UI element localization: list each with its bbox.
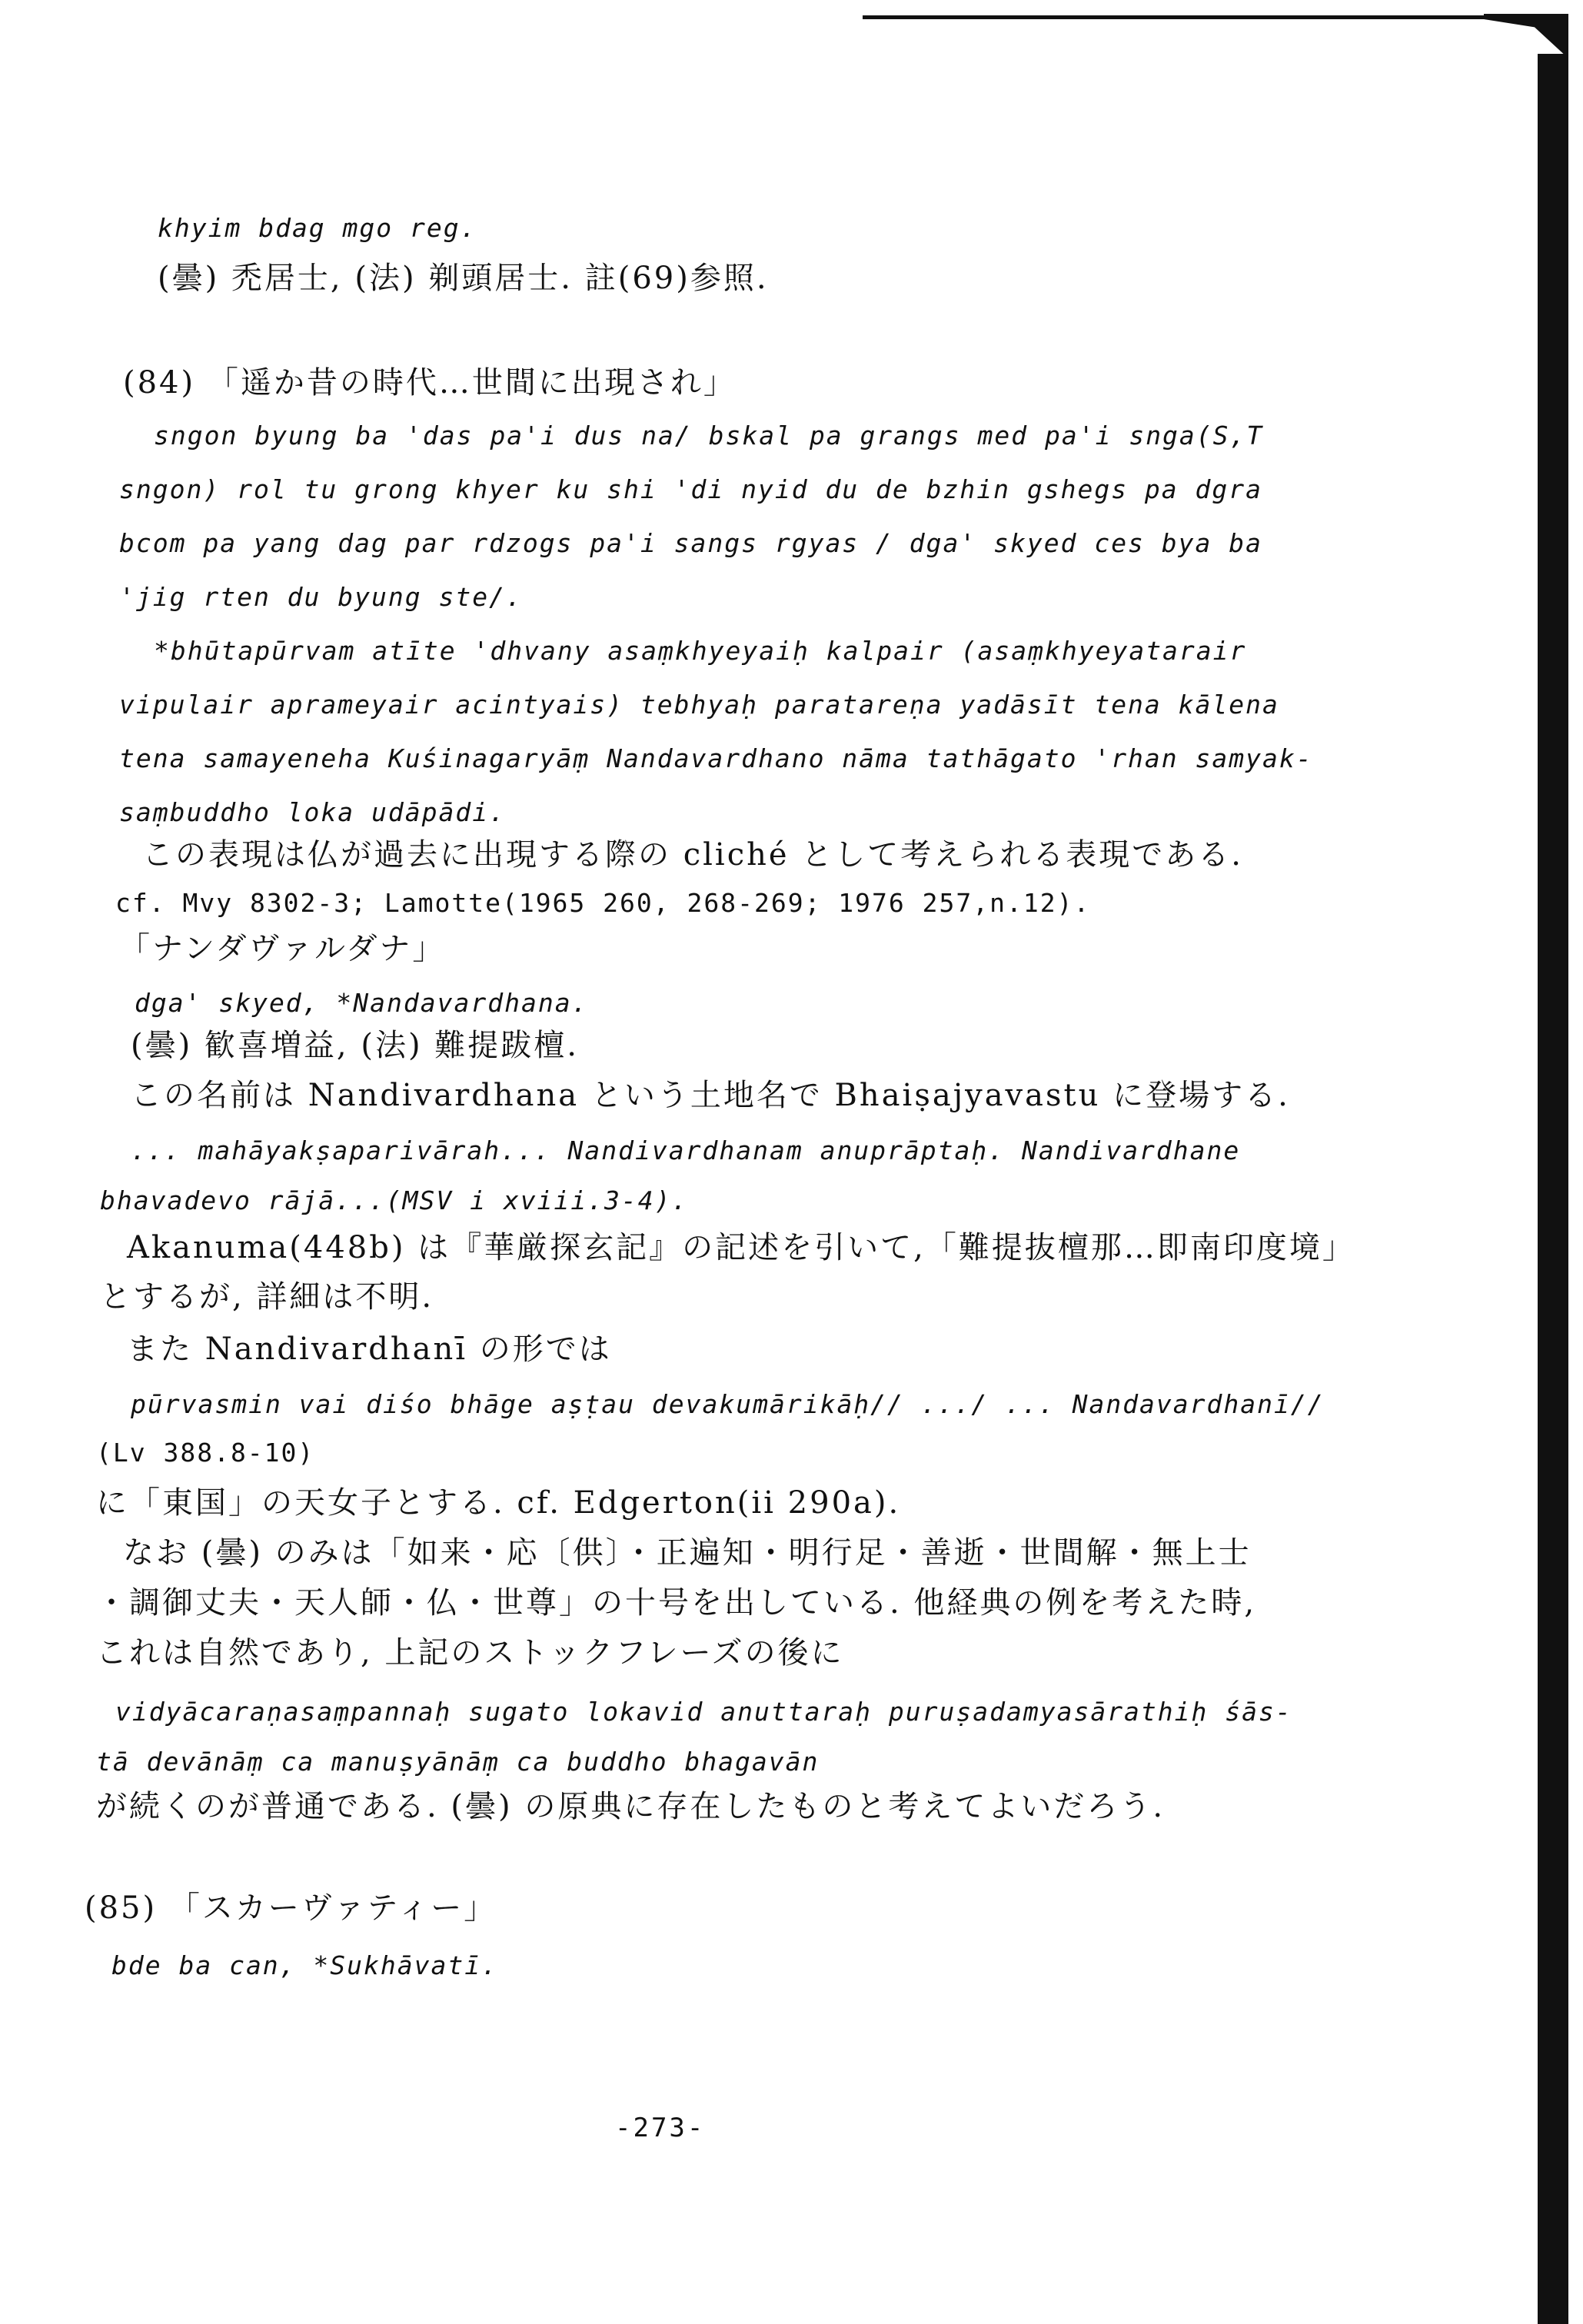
text-line: *bhūtapūrvam atīte 'dhvany asaṃkhyeyaiḥ kalpair (asaṃkhyeyatarair (154, 636, 1247, 666)
scan-top-rule (863, 15, 1566, 19)
text-line: cf. Mvy 8302-3; Lamotte(1965 260, 268-269; 1976 257,n.12). (115, 888, 1091, 918)
text-line: pūrvasmin vai diśo bhāge aṣṭau devakumārikāḥ// .../ ... Nandavardhanī// (131, 1389, 1325, 1419)
text-line: khyim bdag mgo reg. (158, 213, 477, 243)
text-line: また Nandivardhanī の形では (127, 1332, 612, 1367)
text-line: が続くのが普通である. (曇) の原典に存在したものと考えてよいだろう. (96, 1789, 1166, 1824)
text-line: (85) 「スカーヴァティー」 (85, 1890, 497, 1926)
scan-right-edge-shadow (1538, 54, 1568, 2324)
text-line: ・調御丈夫・天人師・仏・世尊」の十号を出している. 他経典の例を考えた時, (96, 1585, 1257, 1621)
text-line: 'jig rten du byung ste/. (119, 582, 523, 612)
text-line: sngon) rol tu grong khyer ku shi 'di nyid du de bzhin gshegs pa dgra (119, 474, 1263, 504)
text-line: ... mahāyakṣaparivārah... Nandivardhanam anuprāptaḥ. Nandivardhane (131, 1135, 1241, 1165)
text-line: (84) 「遥か昔の時代…世間に出現され」 (123, 365, 737, 401)
page-number: -273- (615, 2113, 706, 2143)
text-line: vipulair aprameyair acintyais) tebhyaḥ paratareṇa yadāsīt tena kālena (119, 690, 1279, 720)
text-line: (曇) 歓喜増益, (法) 難提跋檀. (131, 1028, 579, 1063)
text-line: これは自然であり, 上記のストックフレーズの後に (96, 1635, 844, 1671)
text-line: なお (曇) のみは「如来・応〔供〕・正遍知・明行足・善逝・世間解・無上士 (123, 1535, 1252, 1571)
scan-top-rule-end (1484, 14, 1568, 58)
text-line: (Lv 388.8-10) (96, 1438, 315, 1468)
text-line: (曇) 禿居士, (法) 剃頭居士. 註(69)参照. (158, 261, 769, 296)
text-line: saṃbuddho loka udāpādi. (119, 797, 506, 827)
text-line: この表現は仏が過去に出現する際の cliché として考えられる表現である. (142, 837, 1243, 873)
text-line: 「ナンダヴァルダナ」 (119, 931, 446, 966)
text-line: bde ba can, *Sukhāvatī. (111, 1950, 498, 1980)
text-line: tena samayeneha Kuśinagaryāṃ Nandavardhano nāma tathāgato 'rhan samyak- (119, 743, 1313, 773)
text-line: tā devānāṃ ca manuṣyānāṃ ca buddho bhagavān (96, 1747, 820, 1777)
text-line: この名前は Nandivardhana という土地名で Bhaiṣajyavastu に登場する. (131, 1078, 1290, 1113)
text-line: dga' skyed, *Nandavardhana. (135, 988, 589, 1018)
text-line: vidyācaraṇasaṃpannaḥ sugato lokavid anuttaraḥ puruṣadamyasārathiḥ śās- (115, 1697, 1292, 1727)
text-line: bcom pa yang dag par rdzogs pa'i sangs rgyas / dga' skyed ces bya ba (119, 528, 1263, 558)
text-line: sngon byung ba 'das pa'i dus na/ bskal pa grangs med pa'i snga(S,T (154, 421, 1264, 451)
text-line: に「東国」の天女子とする. cf. Edgerton(ii 290a). (96, 1485, 901, 1521)
text-line: bhavadevo rājā...(MSV i xviii.3-4). (100, 1185, 689, 1215)
text-line: とするが, 詳細は不明. (100, 1279, 434, 1315)
text-line: Akanuma(448b) は『華厳探玄記』の記述を引いて,「難提抜檀那…即南印度境」 (127, 1230, 1355, 1265)
